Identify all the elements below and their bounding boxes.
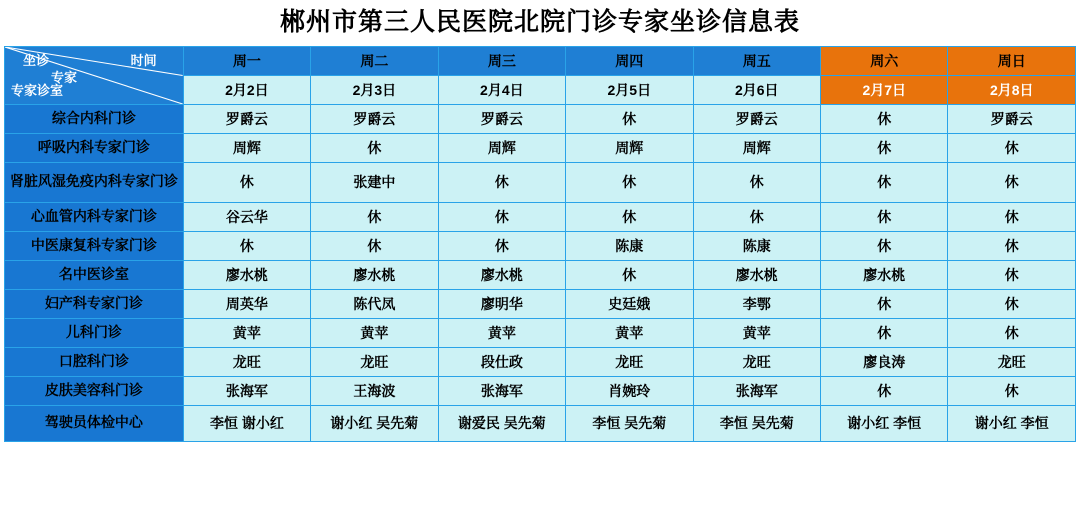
cell-r8-c4: 黄苹 [566,318,693,347]
cell-r8-c1: 黄苹 [183,318,310,347]
cell-r7-c4: 史廷娥 [566,289,693,318]
corner-header-cell [5,46,184,104]
cell-r11-c2: 谢小红 吴先菊 [311,405,438,441]
cell-r3-c2: 张建中 [311,162,438,202]
cell-r6-c4: 休 [566,260,693,289]
cell-r1-c1: 罗爵云 [183,104,310,133]
cell-r4-c3: 休 [438,202,565,231]
table-row [5,260,1076,289]
cell-r2-c1: 周辉 [183,133,310,162]
cell-r4-c6: 休 [821,202,948,231]
row-header-department: 名中医诊室 [5,260,184,289]
header-row-weekday [5,46,1076,75]
cell-r10-c3: 张海军 [438,376,565,405]
cell-r2-c5: 周辉 [693,133,820,162]
cell-r11-c4: 李恒 吴先菊 [566,405,693,441]
cell-r5-c4: 陈康 [566,231,693,260]
page-title: 郴州市第三人民医院北院门诊专家坐诊信息表 [279,8,800,36]
cell-r1-c2: 罗爵云 [311,104,438,133]
cell-r10-c7: 休 [948,376,1076,405]
cell-r10-c2: 王海波 [311,376,438,405]
header-date-2: 2月3日 [311,75,438,104]
header-date-5: 2月6日 [693,75,820,104]
cell-r6-c6: 廖水桃 [821,260,948,289]
corner-label-row: 坐诊 [23,52,50,68]
cell-r7-c5: 李鄂 [693,289,820,318]
row-header-department: 口腔科门诊 [5,347,184,376]
table-row [5,405,1076,441]
row-header-department: 中医康复科专家门诊 [5,231,184,260]
cell-r9-c6: 廖良涛 [821,347,948,376]
header-date-4: 2月5日 [566,75,693,104]
table-row [5,133,1076,162]
header-weekday-5: 周五 [693,46,820,75]
header-weekday-6: 周六 [821,46,948,75]
cell-r5-c7: 休 [948,231,1076,260]
cell-r2-c7: 休 [948,133,1076,162]
cell-r10-c6: 休 [821,376,948,405]
table-row [5,376,1076,405]
cell-r1-c3: 罗爵云 [438,104,565,133]
corner-label-department: 专家诊室 [11,82,64,98]
cell-r2-c3: 周辉 [438,133,565,162]
row-header-department: 皮肤美容科门诊 [5,376,184,405]
cell-r8-c5: 黄苹 [693,318,820,347]
cell-r1-c7: 罗爵云 [948,104,1076,133]
cell-r8-c2: 黄苹 [311,318,438,347]
cell-r5-c1: 休 [183,231,310,260]
cell-r4-c1: 谷云华 [183,202,310,231]
header-date-6: 2月7日 [821,75,948,104]
cell-r5-c3: 休 [438,231,565,260]
cell-r7-c2: 陈代凤 [311,289,438,318]
cell-r11-c1: 李恒 谢小红 [183,405,310,441]
header-weekday-1: 周一 [183,46,310,75]
cell-r8-c6: 休 [821,318,948,347]
cell-r6-c7: 休 [948,260,1076,289]
cell-r9-c5: 龙旺 [693,347,820,376]
cell-r5-c5: 陈康 [693,231,820,260]
cell-r8-c7: 休 [948,318,1076,347]
cell-r10-c1: 张海军 [183,376,310,405]
cell-r11-c5: 李恒 吴先菊 [693,405,820,441]
cell-r2-c6: 休 [821,133,948,162]
row-header-department: 驾驶员体检中心 [5,405,184,441]
cell-r10-c5: 张海军 [693,376,820,405]
header-weekday-7: 周日 [948,46,1076,75]
cell-r5-c6: 休 [821,231,948,260]
table-row [5,104,1076,133]
cell-r9-c4: 龙旺 [566,347,693,376]
header-date-7: 2月8日 [948,75,1076,104]
cell-r9-c2: 龙旺 [311,347,438,376]
table-row [5,202,1076,231]
cell-r1-c5: 罗爵云 [693,104,820,133]
cell-r3-c3: 休 [438,162,565,202]
cell-r7-c1: 周英华 [183,289,310,318]
cell-r6-c3: 廖水桃 [438,260,565,289]
header-weekday-3: 周三 [438,46,565,75]
row-header-department: 综合内科门诊 [5,104,184,133]
cell-r1-c4: 休 [566,104,693,133]
corner-label-col: 时间 [130,52,157,68]
cell-r4-c7: 休 [948,202,1076,231]
cell-r9-c7: 龙旺 [948,347,1076,376]
row-header-department: 呼吸内科专家门诊 [5,133,184,162]
cell-r3-c5: 休 [693,162,820,202]
table-row [5,162,1076,202]
cell-r3-c4: 休 [566,162,693,202]
table-row [5,231,1076,260]
cell-r11-c6: 谢小红 李恒 [821,405,948,441]
header-weekday-2: 周二 [311,46,438,75]
header-date-3: 2月4日 [438,75,565,104]
table-row [5,318,1076,347]
table-body [5,104,1076,441]
row-header-department: 妇产科专家门诊 [5,289,184,318]
cell-r7-c3: 廖明华 [438,289,565,318]
cell-r3-c6: 休 [821,162,948,202]
cell-r11-c7: 谢小红 李恒 [948,405,1076,441]
cell-r2-c4: 周辉 [566,133,693,162]
cell-r11-c3: 谢爱民 吴先菊 [438,405,565,441]
cell-r4-c4: 休 [566,202,693,231]
cell-r9-c1: 龙旺 [183,347,310,376]
cell-r1-c6: 休 [821,104,948,133]
cell-r7-c6: 休 [821,289,948,318]
schedule-table [4,46,1076,442]
cell-r6-c2: 廖水桃 [311,260,438,289]
corner-label-expert: 专家 [51,69,78,85]
cell-r9-c3: 段仕政 [438,347,565,376]
header-weekday-4: 周四 [566,46,693,75]
cell-r10-c4: 肖婉玲 [566,376,693,405]
table-head [5,46,1076,104]
table-row [5,289,1076,318]
row-header-department: 儿科门诊 [5,318,184,347]
row-header-department: 肾脏风湿免疫内科专家门诊 [5,162,184,202]
cell-r3-c7: 休 [948,162,1076,202]
cell-r4-c2: 休 [311,202,438,231]
cell-r8-c3: 黄苹 [438,318,565,347]
cell-r2-c2: 休 [311,133,438,162]
cell-r5-c2: 休 [311,231,438,260]
cell-r7-c7: 休 [948,289,1076,318]
cell-r6-c1: 廖水桃 [183,260,310,289]
cell-r6-c5: 廖水桃 [693,260,820,289]
table-row [5,347,1076,376]
cell-r3-c1: 休 [183,162,310,202]
cell-r4-c5: 休 [693,202,820,231]
row-header-department: 心血管内科专家门诊 [5,202,184,231]
header-date-1: 2月2日 [183,75,310,104]
